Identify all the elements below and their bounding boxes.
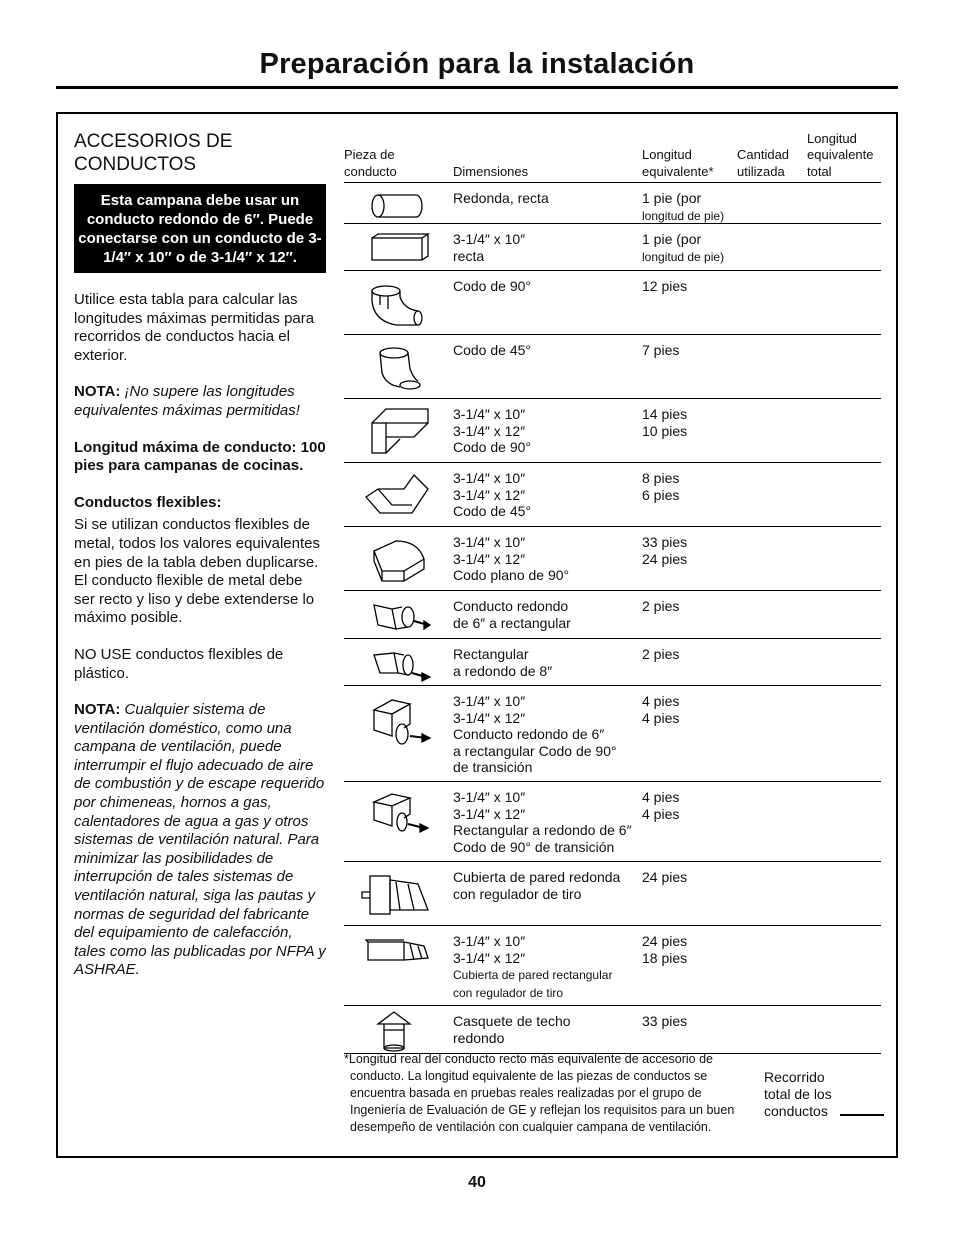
table-row bbox=[344, 782, 881, 862]
row-dims: 3-1/4″ x 10″ 3-1/4″ x 12″ Cubierta de pared rectangular con regulador de tiro bbox=[453, 933, 613, 1000]
table-row bbox=[344, 1006, 881, 1054]
table-row bbox=[344, 926, 881, 1006]
table-row bbox=[344, 862, 881, 926]
row-dims: Redonda, recta bbox=[453, 190, 549, 206]
header-total: Longitud equivalente total bbox=[807, 130, 874, 179]
nota-1 bbox=[74, 383, 326, 420]
row-length: 2 pies bbox=[642, 646, 680, 662]
table-row bbox=[344, 639, 881, 686]
page-number: 40 bbox=[468, 1174, 486, 1191]
table-header bbox=[344, 126, 881, 183]
title-rule bbox=[56, 86, 898, 89]
row-length: 33 pies bbox=[642, 1013, 688, 1029]
row-length: 24 pies 18 pies bbox=[642, 933, 688, 966]
row-dims: 3-1/4″ x 10″ 3-1/4″ x 12″ Codo de 45° bbox=[453, 470, 531, 519]
row-dims: 3-1/4″ x 10″ recta bbox=[453, 231, 526, 264]
round-to-rect-elbow-transition-icon bbox=[352, 690, 432, 760]
header-equiv: Longitud equivalente* bbox=[642, 147, 714, 179]
row-dims: Codo de 45° bbox=[453, 342, 531, 358]
row-length: 14 pies 10 pies bbox=[642, 406, 688, 439]
row-length: 7 pies bbox=[642, 342, 680, 358]
nota-2-label: NOTA: bbox=[74, 701, 121, 719]
section-title: ACCESORIOS DE CONDUCTOS bbox=[74, 131, 233, 175]
row-length: 1 pie (por longitud de pie) bbox=[642, 190, 725, 223]
nota-1-text: ¡No supere las longitudes equivalentes máximas permitidas! bbox=[74, 383, 300, 419]
flat-elbow-90-icon bbox=[352, 531, 432, 575]
elbow-45-icon bbox=[352, 339, 432, 383]
header-piece: Pieza de conducto bbox=[344, 147, 397, 179]
left-column bbox=[74, 130, 326, 998]
flex-text: Si se utilizan conductos flexibles de metal, todos los valores equivalentes en pies de la tabla deben duplicarse. El conducto flexible de metal debe ser recto y liso y debe extenderse lo máximo posible. bbox=[74, 516, 320, 627]
total-run-blank bbox=[840, 1114, 884, 1116]
table-row bbox=[344, 224, 881, 271]
table-row bbox=[344, 271, 881, 335]
nota-2 bbox=[74, 701, 326, 980]
content-frame bbox=[56, 112, 898, 1158]
round-roof-cap-icon bbox=[352, 1010, 432, 1054]
nota-2-text: Cualquier sistema de ventilación doméstico, como una campana de ventilación, puede interrumpir el flujo adecuado de aire de combustión y de escape requerido por chimeneas, hornos a gas, calentadores de agua a gas y otros sistemas de ventilación natural. Para minimizar las posibilidades de interrupción de tales sistemas de ventilación natural, siga las pautas y normas de seguridad del fabricante del equipamiento de calefacción, tales como las publicadas por NFPA y ASHRAE. bbox=[74, 701, 326, 979]
row-dims: Conducto redondo de 6″ a rectangular bbox=[453, 598, 571, 631]
table-row bbox=[344, 335, 881, 399]
table-row bbox=[344, 463, 881, 527]
rect-to-round-elbow-transition-icon bbox=[352, 786, 432, 846]
header-dims: Dimensiones bbox=[453, 163, 529, 179]
table-row bbox=[344, 399, 881, 463]
footnote: *Longitud real del conducto recto más equivalente de accesorio de conducto. La longitud equivalente de las piezas de conductos se encuentra basada en pruebas reales realizadas por el grupo de Ingeniería de Evaluación de GE y reflejan los requisitos para un buen desempeño de ventilación con cualquier campana de ventilación. bbox=[344, 1052, 735, 1134]
row-length: 24 pies bbox=[642, 869, 688, 885]
total-run-label: Recorrido total de los conductos bbox=[764, 1069, 832, 1119]
rect-to-round-transition-icon bbox=[352, 643, 432, 687]
flex-heading: Conductos flexibles: bbox=[74, 493, 222, 511]
row-dims: Casquete de techo redondo bbox=[453, 1013, 571, 1046]
no-plastic-text: NO USE conductos flexibles de plástico. bbox=[74, 645, 284, 682]
row-length: 8 pies 6 pies bbox=[642, 470, 680, 503]
elbow-90-icon bbox=[352, 275, 432, 319]
rectangular-straight-duct-icon bbox=[352, 228, 432, 272]
row-length: 2 pies bbox=[642, 598, 680, 614]
row-length: 1 pie (por longitud de pie) bbox=[642, 231, 725, 264]
row-dims: Rectangular a redondo de 8″ bbox=[453, 646, 553, 679]
row-dims: 3-1/4″ x 10″ 3-1/4″ x 12″ Rectangular a redondo de 6″ Codo de 90° de transición bbox=[453, 789, 632, 855]
intro-text: Utilice esta tabla para calcular las longitudes máximas permitidas para recorridos de conductos hacia el exterior. bbox=[74, 291, 315, 364]
max-length-text: Longitud máxima de conducto: 100 pies para campanas de cocinas. bbox=[74, 438, 326, 475]
row-dims: Cubierta de pared redonda con regulador de tiro bbox=[453, 869, 621, 902]
row-length: 4 pies 4 pies bbox=[642, 693, 680, 726]
header-qty: Cantidad utilizada bbox=[737, 147, 790, 179]
table-row bbox=[344, 591, 881, 639]
rect-elbow-45-icon bbox=[352, 467, 432, 511]
notice-box: Esta campana debe usar un conducto redondo de 6″. Puede conectarse con un conducto de 3-1/4″ x 10″ o de 3-1/4″ x 12″. bbox=[74, 184, 326, 273]
table-row bbox=[344, 183, 881, 224]
rect-elbow-90-icon bbox=[352, 403, 432, 447]
round-to-rect-transition-icon bbox=[352, 595, 432, 639]
row-dims: 3-1/4″ x 10″ 3-1/4″ x 12″ Codo de 90° bbox=[453, 406, 531, 455]
row-dims: Codo de 90° bbox=[453, 278, 531, 294]
nota-1-label: NOTA: bbox=[74, 383, 121, 401]
table-row bbox=[344, 686, 881, 782]
page-title: Preparación para la instalación bbox=[259, 48, 695, 80]
row-length: 4 pies 4 pies bbox=[642, 789, 680, 822]
duct-table bbox=[344, 126, 881, 1054]
row-length: 33 pies 24 pies bbox=[642, 534, 688, 567]
rect-wall-cap-icon bbox=[352, 930, 432, 974]
row-dims: 3-1/4″ x 10″ 3-1/4″ x 12″ Conducto redondo de 6″ a rectangular Codo de 90° de transición bbox=[453, 693, 617, 775]
round-wall-cap-icon bbox=[352, 866, 432, 910]
row-dims: 3-1/4″ x 10″ 3-1/4″ x 12″ Codo plano de 90° bbox=[453, 534, 570, 583]
row-length: 12 pies bbox=[642, 278, 688, 294]
table-row bbox=[344, 527, 881, 591]
